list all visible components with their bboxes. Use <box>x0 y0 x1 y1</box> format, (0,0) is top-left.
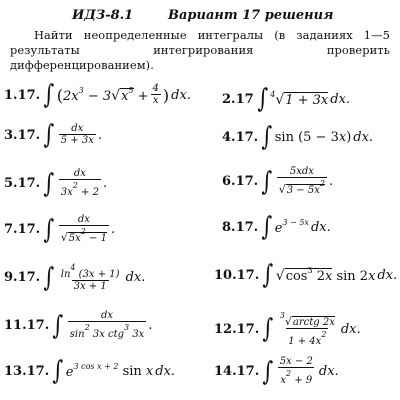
formula: . <box>97 127 102 143</box>
integral-sign: ∫ <box>262 260 274 290</box>
problem-number: 6.17. <box>222 174 259 189</box>
differential: dx. <box>125 270 146 285</box>
formula: $e^{3 - 5x}$ <box>274 218 309 236</box>
integral-sign: ∫ <box>257 84 268 114</box>
integral-sign: ∫ <box>43 80 55 110</box>
variant-title: Вариант 17 решения <box>168 8 334 23</box>
problem-number: 14.17. <box>214 364 260 379</box>
problem-number: 8.17. <box>222 219 259 235</box>
formula: $√\cos^3$ 2x sin 2x <box>275 266 376 284</box>
formula: . <box>110 222 116 237</box>
integral-sign: ∫ <box>43 262 55 293</box>
formula: $e^{3 cos x + 2}$ <box>65 362 119 380</box>
differential: dx. <box>340 321 361 337</box>
problem-number: 7.17. <box>4 222 41 237</box>
problem-number: 9.17. <box>4 270 41 285</box>
fraction: $\frac{dx}{√5x^2 - 1}$ <box>60 214 107 244</box>
differential: dx. <box>330 91 351 107</box>
formula: sin (5 − 3x) <box>274 129 352 145</box>
problem-7 <box>4 214 115 245</box>
problem-4 <box>222 124 373 150</box>
problem-number: 10.17. <box>214 267 260 283</box>
differential: dx. <box>377 267 398 283</box>
formula: $2x^3 - 3√x^5$ + <box>63 86 149 104</box>
instructions-text: Найти неопределенные интегралы (в заданиях 1—5 результаты интегрирования проверить дифференцированием). <box>10 28 390 72</box>
integral-sign: ∫ <box>261 166 273 197</box>
problem-3 <box>4 122 102 148</box>
problem-6 <box>222 166 333 197</box>
fraction: $\frac{5x - 2}{x^2 + 9}$ <box>279 356 313 386</box>
problem-number: 2.17 <box>222 91 254 107</box>
problem-number: 11.17. <box>4 318 50 333</box>
integral-sign: ∫ <box>43 120 55 150</box>
problem-number: 12.17. <box>214 321 260 337</box>
integral-sign: ∫ <box>43 168 55 199</box>
formula: . <box>328 174 334 189</box>
problem-2 <box>222 86 350 112</box>
problem-5 <box>4 168 107 199</box>
fraction: $\frac{\text{5xdx}}{√3 - 5x^2}$ <box>278 166 325 196</box>
integral-sign: ∫ <box>52 356 64 386</box>
differential: dx. <box>353 129 374 145</box>
fraction: $\frac{4}{x}$ <box>152 83 159 106</box>
problem-11 <box>4 310 152 341</box>
problem-14 <box>214 356 339 387</box>
problem-number: 3.17. <box>4 127 41 143</box>
formula: . <box>102 176 108 191</box>
problem-9 <box>4 262 145 293</box>
problem-1 <box>4 82 191 108</box>
problem-number: 5.17. <box>4 176 41 191</box>
integral-sign: ∫ <box>261 122 273 152</box>
fraction: $\frac{dx}{\sin^2 3x ctg^3 3x}$ <box>69 310 145 340</box>
problem-8 <box>222 214 331 240</box>
fraction: $\frac{dx}{3x^2 + 2}$ <box>60 168 99 198</box>
differential: dx. <box>171 87 191 103</box>
differential: dx. <box>155 363 176 379</box>
fraction: $\frac{dx}{5 + 3x}$ <box>60 123 94 146</box>
problem-10 <box>214 262 397 288</box>
integral-sign: ∫ <box>262 314 274 344</box>
formula: $^4$√1 + 3x <box>270 90 329 108</box>
formula: sin x <box>118 363 154 379</box>
idz-title: ИДЗ-8.1 <box>72 8 134 23</box>
problem-number: 13.17. <box>4 363 50 379</box>
problem-12 <box>214 310 361 348</box>
differential: dx. <box>310 219 331 235</box>
integral-sign: ∫ <box>262 356 274 387</box>
problem-13 <box>4 358 175 384</box>
task-instructions <box>10 28 390 73</box>
integral-sign: ∫ <box>261 212 273 242</box>
integral-sign: ∫ <box>52 310 64 341</box>
integral-sign: ∫ <box>43 214 55 245</box>
problem-number: 4.17. <box>222 129 259 145</box>
fraction: $\frac{^3√arctg 2x}{1 + 4x^2}$ <box>279 311 335 347</box>
formula: . <box>148 318 153 333</box>
formula: ( <box>56 85 63 105</box>
problem-number: 1.17. <box>4 87 41 103</box>
differential: dx. <box>318 364 339 379</box>
formula: ) <box>162 85 170 105</box>
fraction: $\frac{\ln^4 (3x + 1)}{3x + 1}$ <box>60 263 120 292</box>
